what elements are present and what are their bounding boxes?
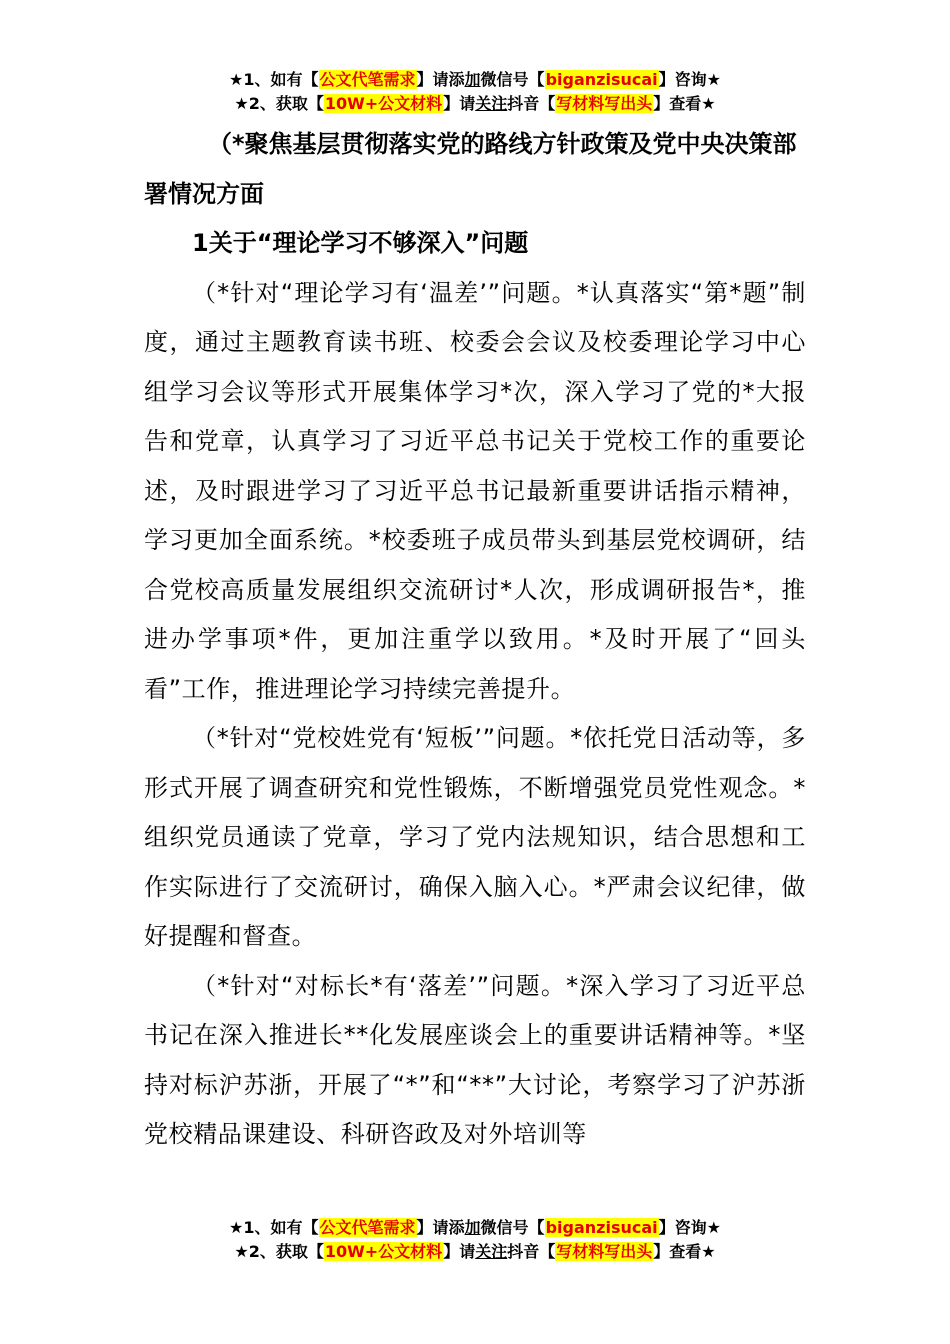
banner-text: 抖音【 <box>507 94 556 113</box>
banner-text: ★2、获取【 <box>234 94 324 113</box>
paragraph: （*针对“党校姓党有‘短板’”问题。*依托党日活动等，多形式开展了调查研究和党性锻炼，不断增强党员党性观念。*组织党员通读了党章，学习了党内法规知识，结合思想和工作实际进行了交流研讨，确保入脑入心。*严肃会议纪律，做好提醒和督查。 <box>144 724 806 950</box>
banner-line-2 <box>0 92 950 116</box>
top-banner <box>0 68 950 116</box>
section-heading: （*聚焦基层贯彻落实党的路线方针政策及党中央决策部署情况方面 <box>144 130 797 208</box>
banner-underlined-text: 关注 <box>475 1242 508 1261</box>
banner-text: 】请 <box>443 1242 476 1261</box>
banner-text: 】咨询★ <box>658 70 721 89</box>
banner-text: 】咨询★ <box>658 1218 721 1237</box>
highlight-service: 公文代笔需求 <box>319 1218 416 1237</box>
banner-text: 微信号【 <box>480 1218 545 1237</box>
highlight-wechat-id: biganzisucai <box>545 1218 658 1237</box>
banner-underlined-text: 加 <box>464 70 481 89</box>
document-body <box>144 120 806 1160</box>
banner-underlined-text: 加 <box>464 1218 481 1237</box>
bottom-banner <box>0 1216 950 1264</box>
highlight-materials: 10W+公文材料 <box>324 94 443 113</box>
banner-text: 】查看★ <box>653 94 716 113</box>
highlight-service: 公文代笔需求 <box>319 70 416 89</box>
highlight-materials: 10W+公文材料 <box>324 1242 443 1261</box>
banner-text: 】查看★ <box>653 1242 716 1261</box>
banner-text: ★1、如有【 <box>229 1218 319 1237</box>
banner-text: ★2、获取【 <box>234 1242 324 1261</box>
banner-line-2 <box>0 1240 950 1264</box>
banner-line-1 <box>0 68 950 92</box>
banner-text: 】请添 <box>416 1218 465 1237</box>
highlight-douyin-account: 写材料写出头 <box>556 1242 653 1261</box>
paragraph: （*针对“对标长*有‘落差’”问题。*深入学习了习近平总书记在深入推进长**化发展座谈会上的重要讲话精神等。*坚持对标沪苏浙，开展了“*”和“**”大讨论，考察学习了沪苏浙党校精品课建设、科研咨政及对外培训等 <box>144 971 806 1148</box>
paragraph: （*针对“理论学习有‘温差’”问题。*认真落实“第*题”制度，通过主题教育读书班、校委会会议及校委理论学习中心组学习会议等形式开展集体学习*次，深入学习了党的*大报告和党章，认真学习了习近平总书记关于党校工作的重要论述，及时跟进学习了习近平总书记最新重要讲话指示精神，学习更加全面系统。*校委班子成员带头到基层党校调研，结合党校高质量发展组织交流研讨*人次，形成调研报告*，推进办学事项*件，更加注重学以致用。*及时开展了“回头看”工作，推进理论学习持续完善提升。 <box>144 278 806 703</box>
highlight-douyin-account: 写材料写出头 <box>556 94 653 113</box>
banner-underlined-text: 关注 <box>475 94 508 113</box>
banner-text: ★1、如有【 <box>229 70 319 89</box>
banner-text: 】请添 <box>416 70 465 89</box>
banner-line-1 <box>0 1216 950 1240</box>
banner-text: 微信号【 <box>480 70 545 89</box>
sub-heading: 1关于“理论学习不够深入”问题 <box>192 229 529 257</box>
banner-text: 抖音【 <box>507 1242 556 1261</box>
banner-text: 】请 <box>443 94 476 113</box>
highlight-wechat-id: biganzisucai <box>545 70 658 89</box>
